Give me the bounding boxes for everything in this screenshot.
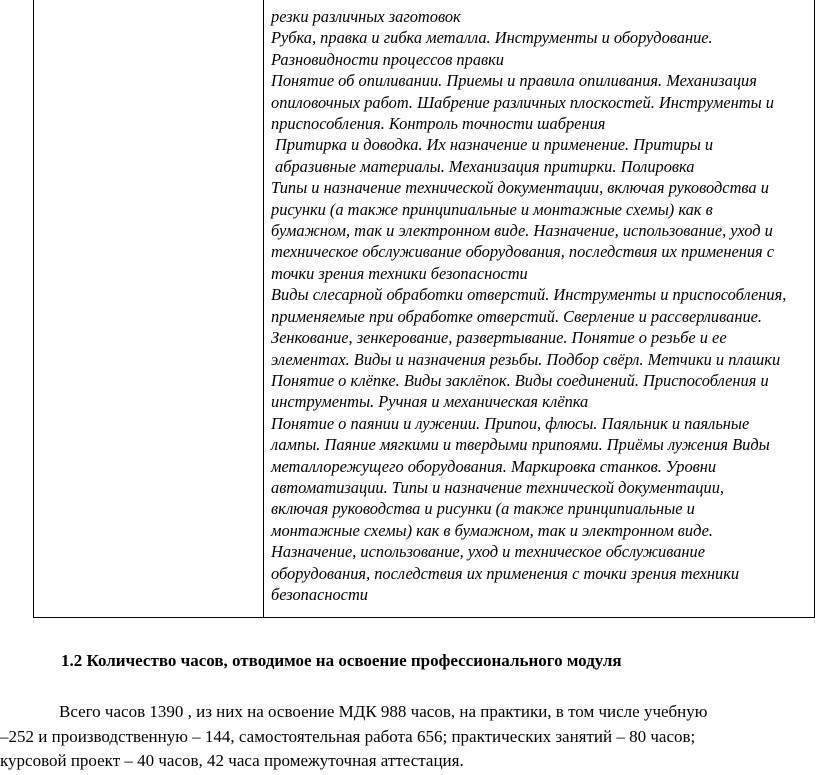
cell-line: Зенкование, зенкерование, развертывание. Понятие о резьбе и ее <box>271 328 727 348</box>
cell-line: Разновидности процессов правки <box>271 49 504 69</box>
cell-line: безопасности <box>271 584 368 604</box>
section-heading: 1.2 Количество часов, отводимое на освоение профессионального модуля <box>61 651 622 670</box>
cell-line: абразивные материалы. Механизация притирки. Полировка <box>275 156 695 176</box>
cell-line: Понятие об опиливании. Приемы и правила опиливания. Механизация <box>271 71 757 91</box>
paragraph-line: Всего часов 1390 , из них на освоение МДК 988 часов, на практики, в том числе учебную <box>59 702 708 721</box>
table-column-divider <box>263 0 264 617</box>
cell-line: резки различных заготовок <box>271 7 461 26</box>
cell-line: приспособления. Контроль точности шабрения <box>271 114 606 134</box>
cell-line: точки зрения техники безопасности <box>271 263 528 283</box>
cell-line: Понятие о паянии и лужении. Припои, флюсы. Паяльник и паяльные <box>271 413 750 433</box>
cell-line: техническое обслуживание оборудования, последствия их применения с <box>271 242 775 262</box>
cell-line: включая руководства и рисунки (а также принципиальные и <box>271 499 695 519</box>
paragraph-line: –252 и производственную – 144, самостоятельная работа 656; практических занятий – 80 часов; <box>0 726 696 746</box>
cell-line: оборудования, последствия их применения с точки зрения техники <box>271 563 740 583</box>
cell-line: автоматизации. Типы и назначение технической документации, <box>271 477 724 497</box>
cell-line: бумажном, так и электронном виде. Назначение, использование, уход и <box>271 221 773 241</box>
hours-paragraph <box>0 700 816 774</box>
paragraph-line: курсовой проект – 40 часов, 42 часа промежуточная аттестация. <box>0 751 464 770</box>
cell-line: Типы и назначение технической документации, включая руководства и <box>271 178 769 198</box>
cell-line: лампы. Паяние мягкими и твердыми припоями. Приёмы лужения Виды <box>271 435 770 455</box>
cell-line: Назначение, использование, уход и техническое обслуживание <box>271 542 706 562</box>
cell-line: инструменты. Ручная и механическая клёпка <box>271 392 589 412</box>
cell-line: Притирка и доводка. Их назначение и применение. Притиры и <box>275 135 714 155</box>
cell-line: рисунки (а также принципиальные и монтажные схемы) как в <box>271 199 713 219</box>
cell-line: металлорежущего оборудования. Маркировка станков. Уровни <box>271 456 717 476</box>
cell-line: опиловочных работ. Шабрение различных плоскостей. Инструменты и <box>271 92 774 112</box>
cell-line: монтажные схемы) как в бумажном, так и электронном виде. <box>271 520 713 540</box>
cell-line: Понятие о клёпке. Виды заклёпок. Виды соединений. Приспособления и <box>271 370 769 390</box>
cell-line: Рубка, правка и гибка металла. Инструменты и оборудование. <box>271 28 713 48</box>
table-cell-content <box>271 6 816 605</box>
cell-line: Виды слесарной обработки отверстий. Инструменты и приспособления, <box>271 285 787 305</box>
program-table <box>33 0 815 618</box>
cell-line: элементах. Виды и назначения резьбы. Подбор свёрл. Метчики и плашки <box>271 349 781 369</box>
cell-line: применяемые при обработке отверстий. Сверление и рассверливание. <box>271 306 763 326</box>
